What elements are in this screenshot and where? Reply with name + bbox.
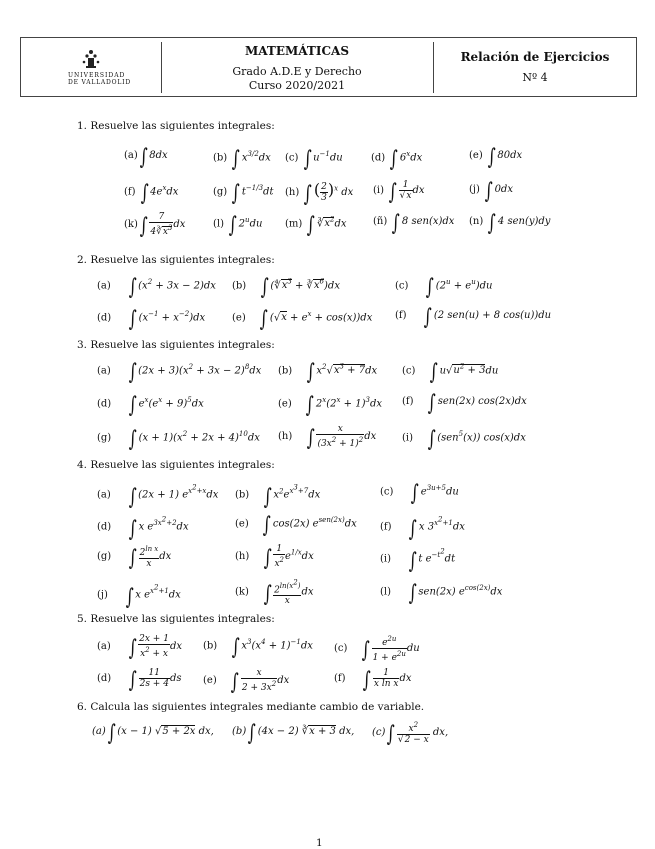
exercise-5e: (e) ∫ $\frac{x}{2 + 3x^2}$ dx [203, 668, 290, 695]
exercise-1i: (i) ∫ $\frac{1}{√x}$ dx [373, 180, 425, 205]
exercise-4h: (h) ∫ $\frac{1}{x^2}$ $e^{1/x}dx$ [235, 544, 314, 571]
exercise-2c: (c) ∫ $(2^u + e^u)du$ [395, 275, 493, 301]
exercise-5a: (a) ∫ $\frac{2x + 1}{x^2 + x}$ dx [97, 634, 182, 661]
exercise-3h: (h) ∫ $\frac{x}{(3x^2 + 1)^2}$ dx [278, 424, 377, 451]
exercise-1n: (n) ∫ 4 sen(y)dy [469, 211, 551, 236]
exercise-1e: (e) ∫ 80dx [469, 145, 523, 170]
exercise-1m: (m) ∫ $∛x^2dx$ [285, 213, 347, 239]
label-c: c [375, 727, 382, 738]
exercise-3c: (c) ∫ $u√u^2 + 3du$ [402, 360, 499, 386]
exercise-1f: (f) ∫ $4e^xdx$ [124, 181, 179, 207]
exercise-6c: (c)∫ $\frac{x^2}{√2 - x}$ dx, [372, 721, 449, 747]
exercise-2e: (e) ∫ $(√x + e^x + \cos(x))dx$ [232, 307, 373, 333]
exercise-3f: (f) ∫ sen(2x) cos(2x)dx [402, 391, 527, 416]
degree-name: Grado A.D.E y Derecho [232, 65, 362, 78]
university-logo [21, 38, 161, 96]
exercise-1k: (k)∫ $\frac{7}{4∛x^3}$ dx [124, 212, 186, 239]
exercise-4j: (j) ∫ x $e^{x^2+1}dx$ [97, 584, 181, 610]
exercise-4b: (b) ∫ $x^2e^{x^3+7}dx$ [235, 484, 321, 510]
section-heading: 1. Resuelve las siguientes integrales: [77, 120, 275, 132]
section-heading: 5. Resuelve las siguientes integrales: [77, 613, 275, 625]
exercise-3e: (e) ∫ $2^x(2^x + 1)^3dx$ [278, 393, 382, 419]
exercise-1g: (g) ∫ $t^{-1/3}dt$ [213, 181, 274, 207]
exercise-4d: (d) ∫ x $e^{3x^2+2}dx$ [97, 516, 189, 542]
exercise-5f: (f) ∫ $\frac{1}{\text{x ln x}}$ dx [334, 668, 412, 693]
exercise-4l: (l) ∫ sen(2x) $e^{cos(2x)}dx$ [380, 581, 503, 607]
exercise-3g: (g) ∫ $(x + 1)(x^2 + 2x + 4)^{10}dx$ [97, 427, 260, 453]
exercise-3i: (i) ∫ (sen$^5$(x)) cos(x)dx [402, 427, 526, 453]
exercise-6b: (b)∫ (4x − 2) ∛x + 3 dx, [232, 721, 355, 746]
logo-text-line1: UNIVERSIDAD [68, 72, 126, 79]
label-b: b [235, 726, 243, 737]
exercise-1c: (c) ∫ $u^{-1}du$ [285, 147, 343, 173]
exercise-3a: (a) ∫ $(2x + 3)(x^2 + 3x - 2)^8dx$ [97, 360, 262, 386]
university-seal-icon [21, 38, 161, 96]
relation-title: Relación de Ejercicios [460, 50, 610, 64]
exercise-1j: (j) ∫ 0dx [469, 179, 513, 204]
subject-title: MATEMÁTICAS [244, 44, 350, 58]
exercise-3d: (d) ∫ $e^x(e^x + 9)^5dx$ [97, 393, 204, 419]
exercise-5b: (b) ∫ $x^3(x^4 + 1)^{-1}dx$ [203, 635, 313, 661]
exercise-2d: (d) ∫ $(x^{-1} + x^{-2})dx$ [97, 307, 206, 333]
exercise-1n-tilde: (ñ) ∫ 8 sen(x)dx [373, 211, 455, 236]
exercise-4a: (a) ∫ (2x + 1) $e^{x^2+x}dx$ [97, 484, 219, 510]
exercise-3b: (b) ∫ $x^2√x^3 + 7dx$ [278, 360, 378, 386]
section-heading: 3. Resuelve las siguientes integrales: [77, 339, 275, 351]
exercise-5d: (d) ∫ $\frac{11}{2s + 4}$ ds [97, 668, 182, 693]
exercise-4g: (g) ∫ $\frac{2^{ln x}}{x}$ dx [97, 545, 172, 571]
course-year: Curso 2020/2021 [248, 79, 346, 92]
exercise-5c: (c) ∫ $\frac{e^{2u}}{1 + e^{2u}}$ du [334, 635, 420, 663]
section-heading: 4. Resuelve las siguientes integrales: [77, 459, 275, 471]
page-number: 1 [316, 837, 323, 849]
exercise-1h: (h) ∫ ( $\frac{2}{3}$ )$^x$ dx [285, 180, 354, 207]
exercise-1d: (d) ∫ 6$^x$dx [371, 147, 423, 173]
exercise-4i: (i) ∫ t $e^{-t^2}dt$ [380, 548, 456, 574]
document-header [20, 37, 637, 97]
exercise-1l: (l) ∫ 2$^u$du [213, 213, 263, 239]
section-heading: 6. Calcula las siguientes integrales mediante cambio de variable. [77, 701, 425, 713]
exercise-4k: (k) ∫ $\frac{2^{ln(x^2)}}{x}$ dx [235, 579, 314, 607]
exercise-2a: (a) ∫ $(x^2 + 3x - 2)dx$ [97, 275, 216, 301]
section-heading: 2. Resuelve las siguientes integrales: [77, 254, 275, 266]
exercise-4f: (f) ∫ x $3^{x^2+1}dx$ [380, 516, 465, 542]
exercise-4e: (e) ∫ cos(2x) $e^{sen(2x)}dx$ [235, 513, 357, 539]
logo-text-line2: DE VALLADOLID [68, 79, 131, 86]
relation-number: Nº 4 [522, 71, 548, 84]
label-a: a [95, 726, 102, 737]
exercise-1b: (b) ∫ $x^{3/2}dx$ [213, 147, 271, 173]
header-center [161, 38, 433, 96]
exercise-4c: (c) ∫ $e^{3u+5}du$ [380, 481, 459, 507]
exercise-1a: (a)∫ 8dx [124, 145, 168, 170]
exercise-2f: (f) ∫ (2 sen(u) + 8 cos(u))du [395, 305, 552, 330]
exercise-6a: (a)∫ (x − 1) √5 + 2x dx, [92, 721, 214, 746]
exercise-2b: (b) ∫ ($∜x^3$ + $∛x^6)dx$ [232, 275, 340, 301]
header-right [433, 38, 637, 96]
